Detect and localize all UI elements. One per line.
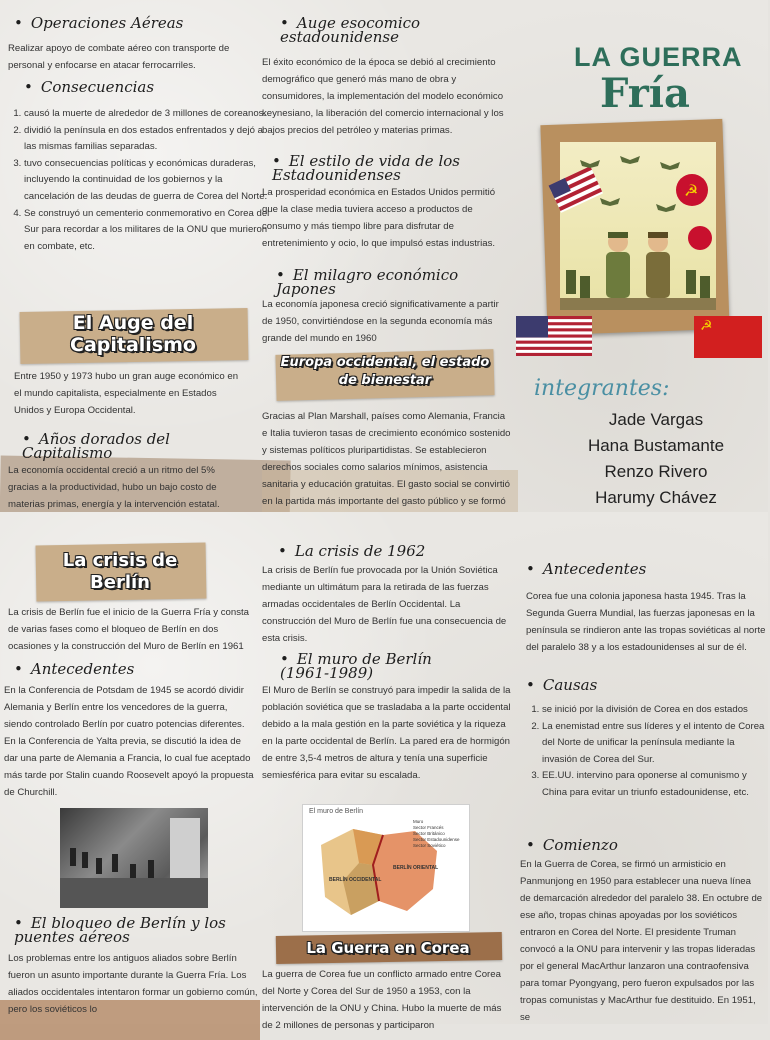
causas-list [524,702,770,802]
cover-title-line2: Fría [600,70,690,117]
legend-item: Sector Estadounidense [413,837,460,842]
ops-body: Realizar apoyo de combate aéreo con transporte de personal y enfocarse en atacar ferrocarriles. [8,43,230,71]
legend-item: Sector Británico [413,831,445,836]
europa-body: Gracias al Plan Marshall, países como Alemania, Francia e Italia tuvieron tasas de crecimiento económico sostenido y sistemas políticos pluripartidistas. Se establecieron derechos sociales como salarios mínimos, asistencia sanitaria y educación gratuitas. El gasto social se convirtió en la partida más importante del gasto público y se formó [262,411,511,507]
legend-item: Sector Soviético [413,843,446,848]
list-item: 1. causó la muerte de alrededor de 3 millones de coreanos. [24,106,270,123]
crisis62-heading: • La crisis de 1962 [278,544,425,558]
member-name: Hana Bustamante [587,436,725,455]
list-item: 3. EE.UU. intervino para oponerse al comunismo y China para evitar un triunfo estadounidense, etc. [542,768,770,801]
legend-item: Muro [413,819,424,824]
member-name: Renzo Rivero [604,462,708,481]
corea-title: La Guerra en Corea [306,939,470,957]
antecedentes-heading: • Antecedentes [14,662,134,676]
list-item: 2. dividió la península en dos estados enfrentados y dejó a las mismas familias separadas. [24,123,270,156]
auge-title: El Auge del Capitalismo [70,312,196,356]
auge-eco-body: El éxito económico de la época se debió al crecimiento demográfico que generó más mano de obra y consumidores, la implementación del modelo económico keynesiano, la liberación del comercio internacional y los bajos precios del petróleo y materias primas. [262,57,504,136]
bloqueo-heading: • El bloqueo de Berlín y los puentes aéreos [14,916,244,944]
auge-body: Entre 1950 y 1973 hubo un gran auge económico en el mundo capitalista, especialmente en Estados Unidos y Europa Occidental. [14,371,239,416]
corea-body: La guerra de Corea fue un conflicto armado entre Corea del Norte y Corea del Sur de 1950 a 1953, con la intervención de la ONU y China. Hubo la muerte de más de 2 millones de personas y participaron [262,969,502,1031]
ops-heading: • Operaciones Aéreas [14,16,183,30]
estilo-body: La prosperidad económica en Estados Unidos permitió que la clase media tuviera acceso a productos de consumo y más tiempo libre para disfrutar de entretenimiento y ocio, lo que impulsó estas industrias. [262,187,496,249]
cover-title-line1: LA GUERRA [574,42,743,72]
list-item: 4. Se construyó un cementerio conmemorativo en Corea del Sur para recordar a los militares de la ONU que murieron en combate, etc. [24,206,270,256]
berlin-wall-photo [60,808,208,908]
list-item: 3. tuvo consecuencias políticas y económicas duraderas, incluyendo la continuidad de los gobiernos y la cancelación de las deudas de guerra de Corea del Norte. [24,156,270,206]
map-title: El muro de Berlín [309,808,364,815]
muro-heading: • El muro de Berlín (1961-1989) [280,652,480,680]
estilo-heading: • El estilo de vida de los Estadounidenses [272,154,502,182]
berlin-map [302,804,470,932]
auge-eco-heading: • Auge esocomico estadounidense [280,16,460,44]
antecedentes-body: En la Conferencia de Potsdam de 1945 se acordó dividir Alemania y Berlín entre los vencedores de la guerra, siendo controlado Berlín por cuatro potencias diferentes. En la Conferencia de Yalta previa, se discutió la idea de dar una parte de Alemania a Francia, lo cual fue aceptado más tarde por Stalin cuando Roosevelt apoyó la propuesta de Churchill. [4,685,254,798]
member-name: Harumy Chávez [595,488,717,507]
cold-war-illustration [560,142,716,310]
comienzo-body: En la Guerra de Corea, se firmó un armisticio en Panmunjong en 1950 para establecer una nueva línea de demarcación alrededor del paralelo 38. En octubre de ese año, tropas chinas apoyadas por los soviéticos entraron en Corea del Norte. El presidente Truman convocó a la ONU para intervenir y las tropas lideradas por el general MacArthur lanzaron una contraofensiva para tomar Pyongyang, pero fueron expulsados por las tropas comunistas y MacArthur fue destituido. En 1951, se [520,859,763,1023]
crisis-title: La crisis de Berlín [62,550,178,593]
anos-heading: • Años dorados del Capitalismo [22,432,232,460]
member-name: Jade Vargas [608,410,704,429]
legend-item: Sector Francés [413,825,444,830]
brochure-inner-panel [0,512,768,1031]
brochure-outer-panel [0,0,768,512]
milagro-body: La economía japonesa creció significativamente a partir de 1950, convirtiéndose en la segunda economía más grande del mundo en 1960 [262,299,499,344]
consecuencias-list [6,106,270,255]
bloqueo-body: Los problemas entre los antiguos aliados sobre Berlín fueron un asunto importante durante la Guerra Fría. Los aliados occidentales intentaron formar un gobierno común, pero los soviéticos lo [8,953,258,1015]
crisis-body: La crisis de Berlín fue el inicio de la Guerra Fría y consta de varias fases como el bloqueo de Berlín en dos ocasiones y la construcción del Muro de Berlín en 1961 [8,607,250,652]
list-item: 1. se inició por la división de Corea en dos estados [542,702,770,719]
integrantes-label: integrantes: [534,376,670,401]
ant-corea-body: Corea fue una colonia japonesa hasta 1945. Tras la Segunda Guerra Mundial, las fuerzas japonesas en la península se rindieron ante las tropas soviéticas al norte del paralelo 38 y a los estadounidenses al sur de él. [526,591,766,653]
ant-corea-heading: • Antecedentes [526,562,646,576]
soviet-flag-icon: ☭ [694,316,762,358]
us-flag-icon [516,316,592,356]
muro-body: El Muro de Berlín se construyó para impedir la salida de la población soviética que se trasladaba a la parte occidental debido a la mala gestión en la parte soviética y la riqueza en la parte occidental de Berlín. La pared era de hormigón de entre 3,5-4 metros de altura y tenía una superficie semiesférica para evitar su escalada. [262,685,511,781]
map-legend [413,819,460,849]
milagro-heading: • El milagro económico Japones [276,268,496,296]
europa-title: Europa occidental, el estado de bienestar [280,355,490,388]
consecuencias-heading: • Consecuencias [24,80,154,94]
anos-body: La economía occidental creció a un ritmo del 5% gracias a la productividad, hubo un bajo costo de materias primas, energía y la intervención estatal. [8,465,220,510]
list-item: 2. La enemistad entre sus líderes y el intento de Corea del Norte de unificar la península mediante la invasión de Corea del Sur. [542,719,770,769]
causas-heading: • Causas [526,678,597,692]
map-label-west: BERLÍN OCCIDENTAL [329,877,382,883]
svg-text:☭: ☭ [684,181,699,200]
map-label-east: BERLÍN ORIENTAL [393,865,439,871]
comienzo-heading: • Comienzo [526,838,618,852]
crisis62-body: La crisis de Berlín fue provocada por la Unión Soviética mediante un ultimátum para la retirada de las fuerzas armadas occidentales de Berlín Occidental. La construcción del Muro de Berlín fue una consecuencia de esta crisis. [262,565,507,644]
